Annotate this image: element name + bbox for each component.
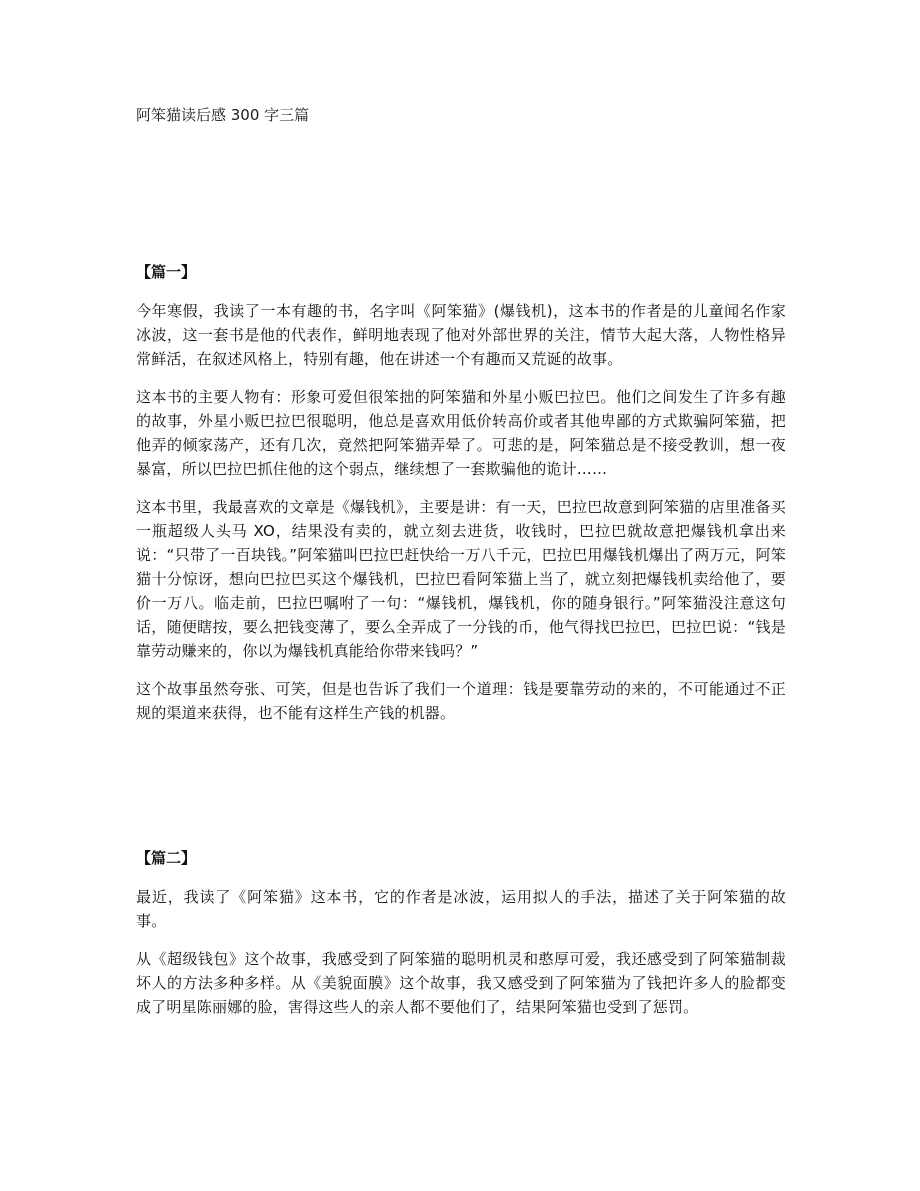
paragraph: 从《超级钱包》这个故事，我感受到了阿笨猫的聪明机灵和憨厚可爱，我还感受到了阿笨猫制裁坏人的方法多种多样。从《美貌面膜》这个故事，我又感受到了阿笨猫为了钱把许多人的脸都变成了明星陈丽娜的脸，害得这些人的亲人都不要他们了，结果阿笨猫也受到了惩罚。 — [136, 950, 786, 1016]
document-title: 阿笨猫读后感 300 字三篇 — [136, 106, 310, 124]
paragraph: 这本书的主要人物有：形象可爱但很笨拙的阿笨猫和外星小贩巴拉巴。他们之间发生了许多有趣的故事，外星小贩巴拉巴很聪明，他总是喜欢用低价转高价或者其他卑鄙的方式欺骗阿笨猫，把他弄的倾家荡产，还有几次，竟然把阿笨猫弄晕了。可悲的是，阿笨猫总是不接受教训，想一夜暴富，所以巴拉巴抓住他的这个弱点，继续想了一套欺骗他的诡计…… — [136, 388, 786, 478]
section-2 — [136, 848, 786, 1033]
section-heading: 【篇二】 — [136, 849, 197, 867]
section-1 — [136, 262, 786, 739]
paragraph: 这本书里，我最喜欢的文章是《爆钱机》，主要是讲：有一天，巴拉巴故意到阿笨猫的店里准备买一瓶超级人头马 XO，结果没有卖的，就立刻去进货，收钱时，巴拉巴就故意把爆钱机拿出来说：“只带了一百块钱。”阿笨猫叫巴拉巴赶快给一万八千元，巴拉巴用爆钱机爆出了两万元，阿笨猫十分惊讶，想向巴拉巴买这个爆钱机，巴拉巴看阿笨猫上当了，就立刻把爆钱机卖给他了，要价一万八。临走前，巴拉巴嘱咐了一句：“爆钱机，爆钱机，你的随身银行。”阿笨猫没注意这句话，随便瞎按，要么把钱变薄了，要么全弄成了一分钱的币，他气得找巴拉巴，巴拉巴说：“钱是靠劳动赚来的，你以为爆钱机真能给你带来钱吗？” — [136, 498, 786, 660]
paragraph: 最近，我读了《阿笨猫》这本书，它的作者是冰波，运用拟人的手法，描述了关于阿笨猫的故事。 — [136, 888, 786, 930]
section-heading: 【篇一】 — [136, 263, 197, 281]
paragraph: 这个故事虽然夸张、可笑，但是也告诉了我们一个道理：钱是要靠劳动的来的，不可能通过不正规的渠道来获得，也不能有这样生产钱的机器。 — [136, 680, 786, 722]
paragraph: 今年寒假，我读了一本有趣的书，名字叫《阿笨猫》(爆钱机)，这本书的作者是的儿童闻名作家冰波，这一套书是他的代表作，鲜明地表现了他对外部世界的关注，情节大起大落，人物性格异常鲜活，在叙述风格上，特别有趣，他在讲述一个有趣而又荒诞的故事。 — [136, 302, 786, 368]
